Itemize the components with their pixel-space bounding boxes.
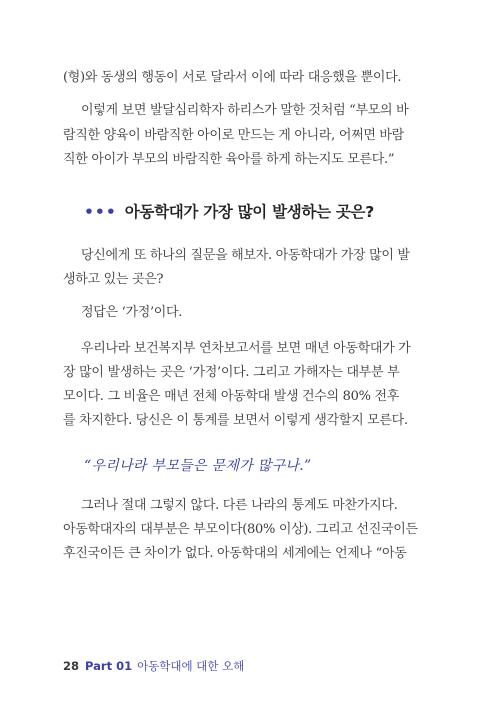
page-footer	[63, 658, 244, 674]
paragraph-line: 정답은 ‘가정’이다.	[81, 305, 183, 320]
paragraph-line: 그러나 절대 그렇지 않다. 다른 나라의 통계도 마찬가지다.	[81, 498, 398, 513]
paragraph-line: 후진국이든 큰 차이가 없다. 아동학대의 세계에는 언제나 “아동	[63, 546, 407, 561]
paragraph-line: (형)와 동생의 행동이 서로 달라서 이에 따라 대응했을 뿐이다.	[63, 70, 402, 85]
handwritten-quote: “우리나라 부모들은 문제가 많구나.”	[84, 458, 312, 474]
paragraph-line: 직한 아이가 부모의 바람직한 육아를 하게 하는지도 모른다.”	[63, 152, 395, 167]
section-heading	[84, 200, 374, 222]
heading-bullet: •••	[84, 203, 117, 221]
paragraph-line: 모이다. 그 비율은 매년 전체 아동학대 발생 건수의 80% 전후	[63, 389, 399, 404]
part-title: 아동학대에 대한 오해	[137, 659, 245, 673]
paragraph-line: 장 많이 발생하는 곳은 ‘가정’이다. 그리고 가해자는 대부분 부	[63, 365, 400, 380]
page-number: 28	[63, 659, 80, 673]
paragraph-line: 아동학대자의 대부분은 부모이다(80% 이상). 그리고 선진국이든	[63, 522, 418, 537]
paragraph-line: 이렇게 보면 발달심리학자 하리스가 말한 것처럼 “부모의 바	[81, 103, 409, 118]
part-label: Part 01	[85, 659, 133, 673]
paragraph-line: 를 차지한다. 당신은 이 통계를 보면서 이렇게 생각할지 모른다.	[63, 413, 408, 428]
paragraph-line: 람직한 양육이 바람직한 아이로 만드는 게 아니라, 어쩌면 바람	[63, 128, 404, 143]
paragraph-line: 우리나라 보건복지부 연차보고서를 보면 매년 아동학대가 가	[81, 341, 411, 356]
paragraph-line: 당신에게 또 하나의 질문을 해보자. 아동학대가 가장 많이 발	[81, 248, 410, 263]
heading-text: 아동학대가 가장 많이 발생하는 곳은?	[124, 203, 374, 221]
paragraph-line: 생하고 있는 곳은?	[63, 272, 164, 287]
